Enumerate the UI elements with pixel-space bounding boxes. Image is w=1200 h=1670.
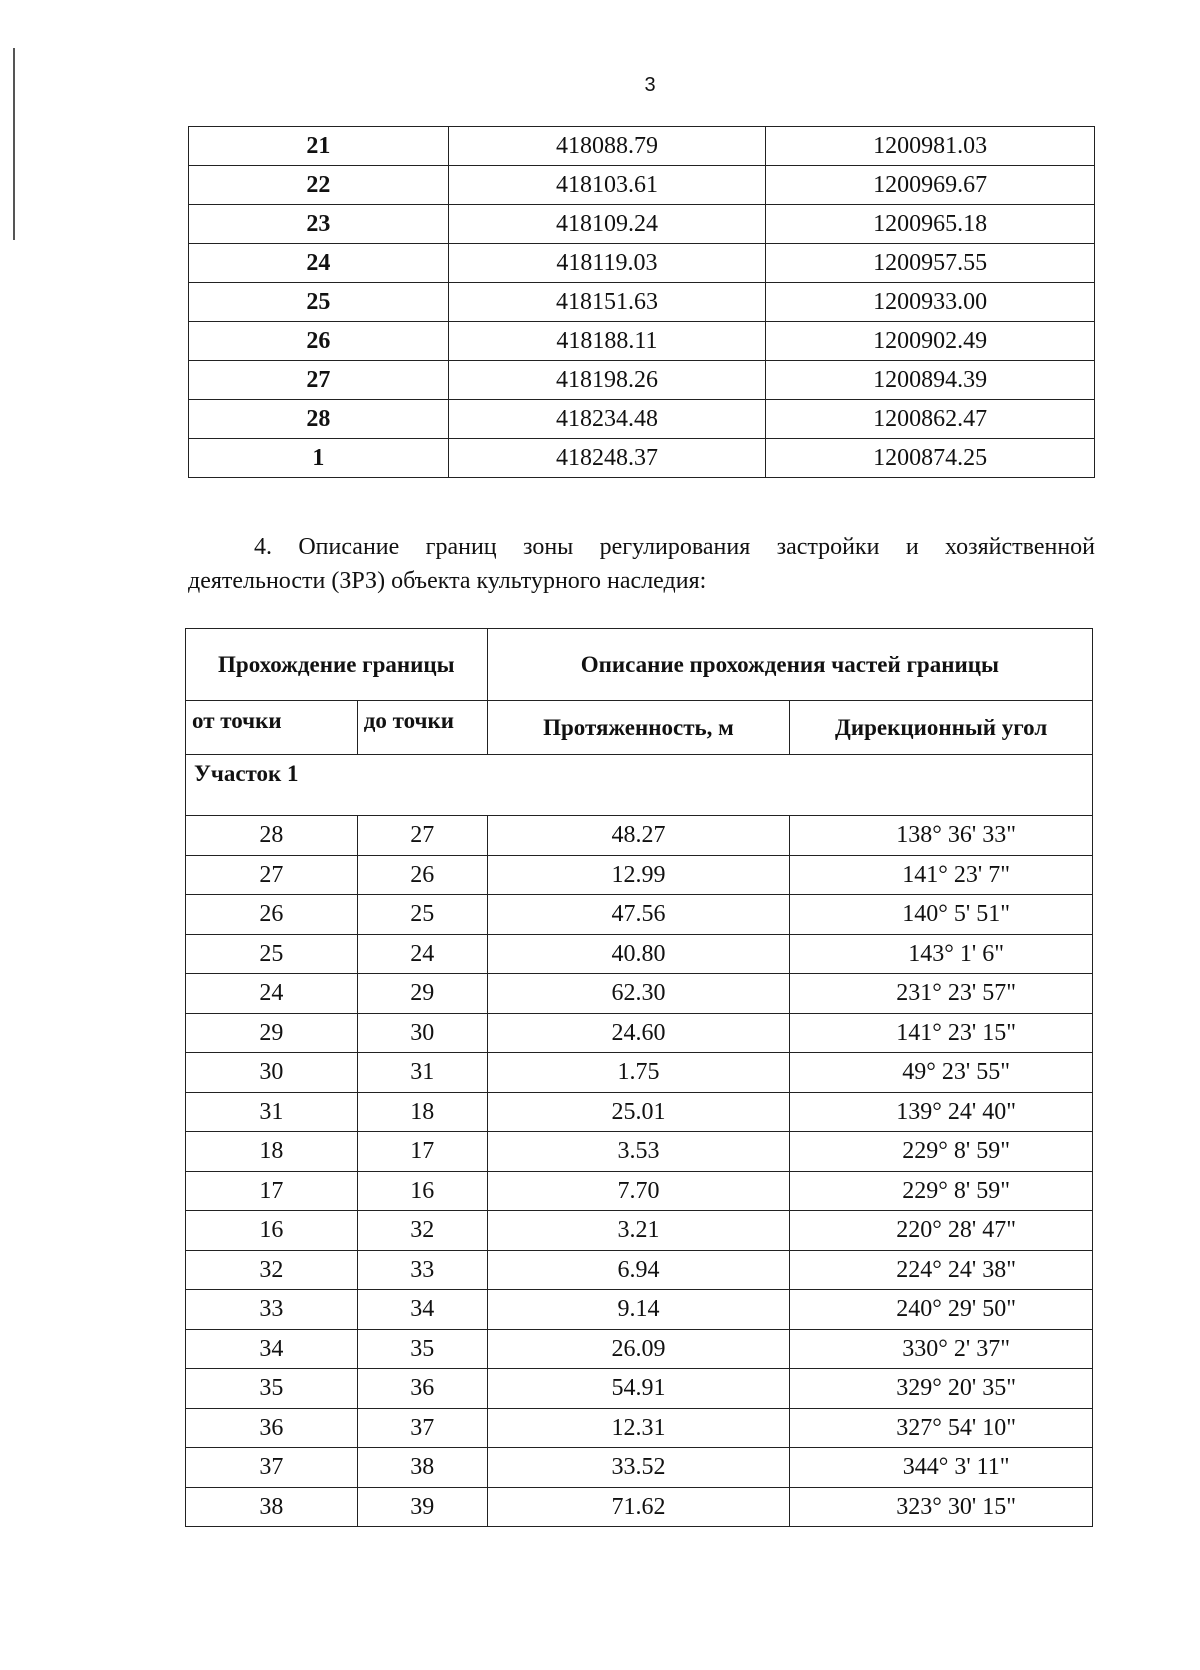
from-cell: 38 [186,1487,358,1527]
to-cell: 32 [357,1211,487,1251]
length-cell: 3.53 [487,1132,790,1172]
to-cell: 30 [357,1013,487,1053]
to-cell: 37 [357,1408,487,1448]
from-cell: 29 [186,1013,358,1053]
boundary-row [186,1013,1093,1053]
coord-row [189,127,1095,166]
x-cell: 418119.03 [448,244,766,283]
point-cell: 1 [189,439,449,478]
x-cell: 418151.63 [448,283,766,322]
angle-cell: 141° 23' 15" [790,1013,1093,1053]
from-cell: 30 [186,1053,358,1093]
to-cell: 26 [357,855,487,895]
coord-row [189,400,1095,439]
point-cell: 27 [189,361,449,400]
section-label: Участок 1 [186,755,1093,816]
header-passage: Прохождение границы [186,629,488,701]
angle-cell: 143° 1' 6" [790,934,1093,974]
x-cell: 418088.79 [448,127,766,166]
point-cell: 24 [189,244,449,283]
length-cell: 7.70 [487,1171,790,1211]
to-cell: 35 [357,1329,487,1369]
x-cell: 418248.37 [448,439,766,478]
from-cell: 16 [186,1211,358,1251]
angle-cell: 329° 20' 35" [790,1369,1093,1409]
angle-cell: 323° 30' 15" [790,1487,1093,1527]
boundary-row [186,1487,1093,1527]
from-cell: 36 [186,1408,358,1448]
length-cell: 9.14 [487,1290,790,1330]
y-cell: 1200969.67 [766,166,1095,205]
coord-row [189,322,1095,361]
angle-cell: 240° 29' 50" [790,1290,1093,1330]
boundary-row [186,1408,1093,1448]
length-cell: 62.30 [487,974,790,1014]
length-cell: 12.31 [487,1408,790,1448]
y-cell: 1200957.55 [766,244,1095,283]
y-cell: 1200862.47 [766,400,1095,439]
length-cell: 1.75 [487,1053,790,1093]
to-cell: 27 [357,816,487,856]
angle-cell: 224° 24' 38" [790,1250,1093,1290]
from-cell: 31 [186,1092,358,1132]
angle-cell: 138° 36' 33" [790,816,1093,856]
point-cell: 22 [189,166,449,205]
header-to: до точки [357,701,487,755]
boundary-row [186,1290,1093,1330]
length-cell: 54.91 [487,1369,790,1409]
zone-table [185,628,1093,1527]
coord-row [189,244,1095,283]
boundary-row [186,1211,1093,1251]
from-cell: 33 [186,1290,358,1330]
from-cell: 24 [186,974,358,1014]
from-cell: 25 [186,934,358,974]
point-cell: 23 [189,205,449,244]
to-cell: 24 [357,934,487,974]
angle-cell: 330° 2' 37" [790,1329,1093,1369]
angle-cell: 141° 23' 7" [790,855,1093,895]
y-cell: 1200902.49 [766,322,1095,361]
from-cell: 27 [186,855,358,895]
header-description: Описание прохождения частей границы [487,629,1092,701]
boundary-row [186,934,1093,974]
x-cell: 418188.11 [448,322,766,361]
page-number: 3 [644,74,656,96]
x-cell: 418103.61 [448,166,766,205]
to-cell: 29 [357,974,487,1014]
to-cell: 39 [357,1487,487,1527]
to-cell: 16 [357,1171,487,1211]
angle-cell: 139° 24' 40" [790,1092,1093,1132]
boundary-row [186,1132,1093,1172]
length-cell: 3.21 [487,1211,790,1251]
boundary-row [186,1329,1093,1369]
x-cell: 418198.26 [448,361,766,400]
to-cell: 31 [357,1053,487,1093]
angle-cell: 229° 8' 59" [790,1132,1093,1172]
from-cell: 28 [186,816,358,856]
y-cell: 1200933.00 [766,283,1095,322]
boundary-row [186,1369,1093,1409]
coord-row [189,439,1095,478]
coord-row [189,166,1095,205]
angle-cell: 344° 3' 11" [790,1448,1093,1488]
boundary-row [186,974,1093,1014]
coord-row [189,361,1095,400]
boundary-row [186,1171,1093,1211]
header-from: от точки [186,701,358,755]
from-cell: 35 [186,1369,358,1409]
to-cell: 34 [357,1290,487,1330]
x-cell: 418109.24 [448,205,766,244]
length-cell: 6.94 [487,1250,790,1290]
angle-cell: 229° 8' 59" [790,1171,1093,1211]
from-cell: 34 [186,1329,358,1369]
length-cell: 26.09 [487,1329,790,1369]
angle-cell: 231° 23' 57" [790,974,1093,1014]
boundary-row [186,855,1093,895]
point-cell: 25 [189,283,449,322]
coordinates-table [188,126,1095,478]
section-heading: 4. Описание границ зоны регулирования застройки и хозяйственной деятельности (ЗРЗ) объекта культурного наследия: [188,534,1095,594]
length-cell: 12.99 [487,855,790,895]
coord-row [189,283,1095,322]
y-cell: 1200965.18 [766,205,1095,244]
from-cell: 37 [186,1448,358,1488]
point-cell: 28 [189,400,449,439]
y-cell: 1200894.39 [766,361,1095,400]
y-cell: 1200874.25 [766,439,1095,478]
boundary-row [186,1250,1093,1290]
coord-row [189,205,1095,244]
boundary-row [186,895,1093,935]
angle-cell: 220° 28' 47" [790,1211,1093,1251]
y-cell: 1200981.03 [766,127,1095,166]
length-cell: 24.60 [487,1013,790,1053]
angle-cell: 327° 54' 10" [790,1408,1093,1448]
header-length: Протяженность, м [487,701,790,755]
angle-cell: 140° 5' 51" [790,895,1093,935]
x-cell: 418234.48 [448,400,766,439]
to-cell: 36 [357,1369,487,1409]
length-cell: 40.80 [487,934,790,974]
boundary-row [186,816,1093,856]
boundary-row [186,1092,1093,1132]
angle-cell: 49° 23' 55" [790,1053,1093,1093]
boundary-row [186,1448,1093,1488]
from-cell: 18 [186,1132,358,1172]
to-cell: 18 [357,1092,487,1132]
length-cell: 47.56 [487,895,790,935]
to-cell: 25 [357,895,487,935]
to-cell: 38 [357,1448,487,1488]
to-cell: 17 [357,1132,487,1172]
from-cell: 26 [186,895,358,935]
length-cell: 71.62 [487,1487,790,1527]
point-cell: 26 [189,322,449,361]
length-cell: 25.01 [487,1092,790,1132]
header-angle: Дирекционный угол [790,701,1093,755]
to-cell: 33 [357,1250,487,1290]
point-cell: 21 [189,127,449,166]
length-cell: 48.27 [487,816,790,856]
boundary-row [186,1053,1093,1093]
from-cell: 32 [186,1250,358,1290]
length-cell: 33.52 [487,1448,790,1488]
from-cell: 17 [186,1171,358,1211]
